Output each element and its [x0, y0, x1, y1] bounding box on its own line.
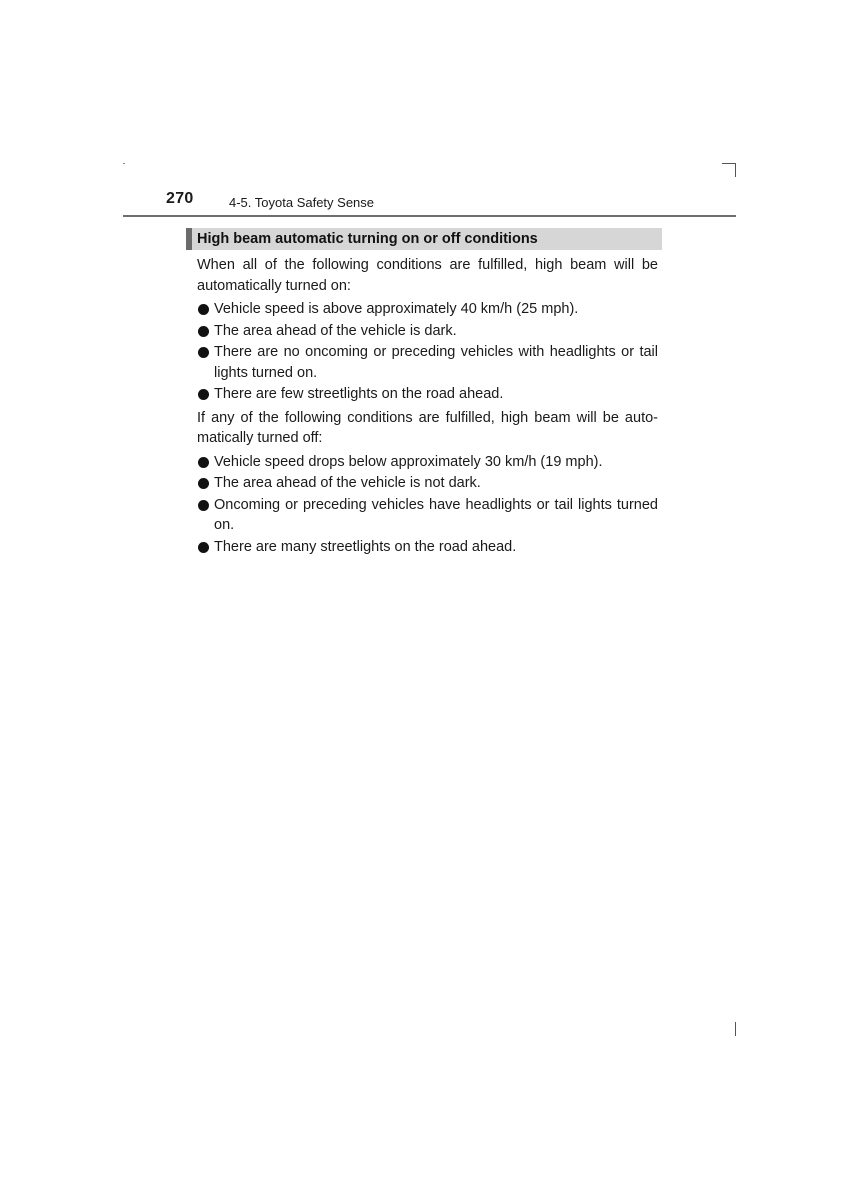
list-item-text: Vehicle speed drops below approximately 30 km/h (19 mph). — [214, 453, 603, 470]
crop-mark-top-right-vertical — [735, 163, 736, 177]
list-item — [197, 384, 658, 405]
page-number: 270 — [166, 190, 194, 207]
bullet-icon — [198, 326, 209, 337]
bullet-icon — [198, 478, 209, 489]
list-item-text: The area ahead of the vehicle is not dark. — [214, 475, 481, 491]
list-item — [197, 473, 658, 494]
turn-off-list — [197, 452, 658, 558]
turn-off-intro: If any of the following conditions are fulfilled, high beam will be auto- matically turned off: — [197, 409, 658, 446]
list-item-text: The area ahead of the vehicle is dark. — [214, 322, 457, 339]
list-item-text: There are many streetlights on the road ahead. — [214, 538, 517, 555]
list-item — [197, 537, 658, 558]
list-item — [197, 299, 658, 320]
section-heading: High beam automatic turning on or off conditions — [197, 231, 538, 247]
header-rule — [123, 215, 736, 217]
list-item-text: There are few streetlights on the road ahead. — [214, 386, 504, 402]
bullet-icon — [198, 304, 209, 315]
crop-mark-top-left — [123, 163, 125, 164]
bullet-icon — [198, 457, 209, 468]
list-item — [197, 342, 658, 383]
bullet-icon — [198, 389, 209, 400]
bullet-icon — [198, 347, 209, 358]
turn-on-intro: When all of the following conditions are fulfilled, high beam will be automatically turned on: — [197, 257, 658, 294]
list-item-text: Oncoming or preceding vehicles have headlights or tail lights turned on. — [214, 496, 658, 533]
bullet-icon — [198, 500, 209, 511]
crop-mark-top-right-horizontal — [722, 163, 736, 164]
section-label: 4-5. Toyota Safety Sense — [229, 195, 375, 210]
list-item — [197, 321, 658, 342]
list-item-text: Vehicle speed is above approximately 40 km/h (25 mph). — [214, 301, 579, 317]
list-item-text: There are no oncoming or preceding vehicles with headlights or tail lights turned on. — [214, 344, 658, 381]
list-item — [197, 452, 658, 473]
bullet-icon — [198, 542, 209, 553]
list-item — [197, 495, 658, 536]
crop-mark-bottom-right — [735, 1022, 736, 1036]
turn-on-list — [197, 299, 658, 405]
content-body — [197, 255, 658, 560]
